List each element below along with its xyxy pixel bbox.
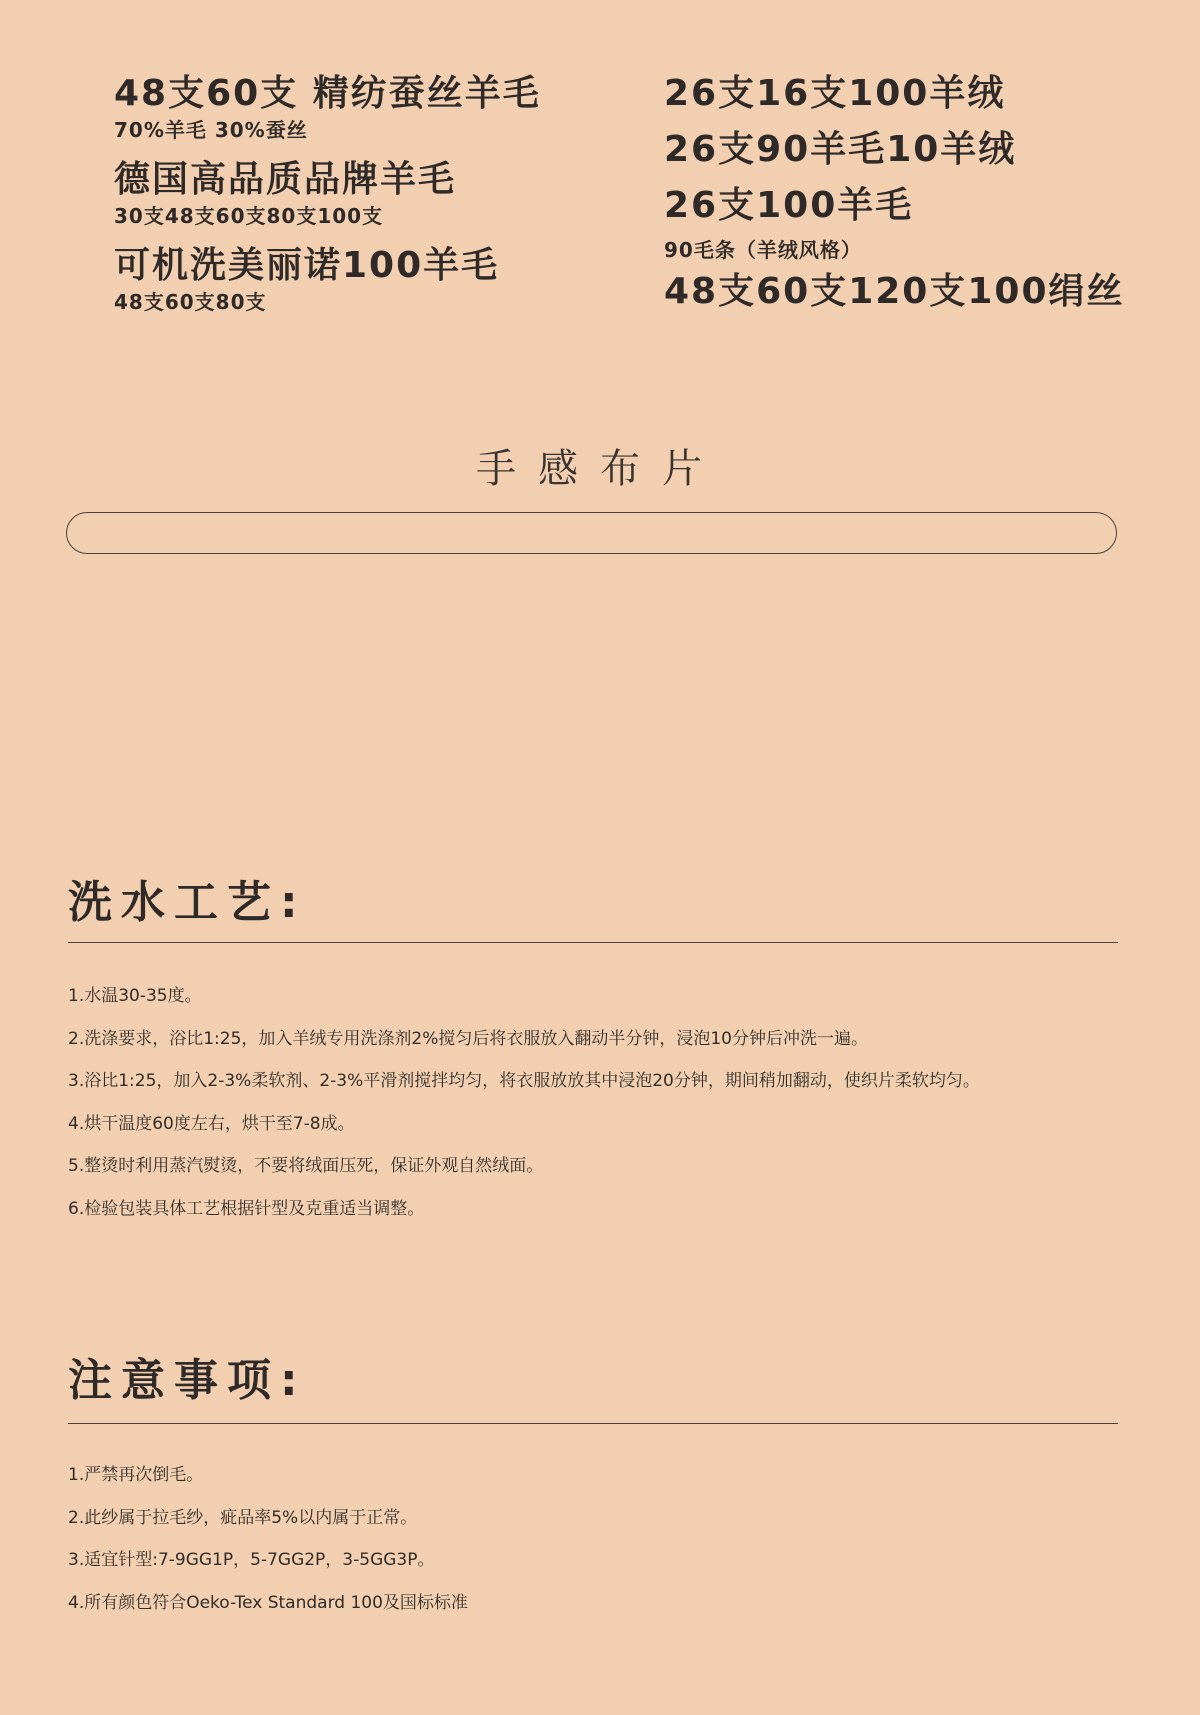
product-title: 48支60支 精纺蚕丝羊毛 <box>114 73 541 114</box>
product-title: 26支16支100羊绒 <box>664 73 1006 114</box>
note-item: 4.所有颜色符合Oeko-Tex Standard 100及国标标准 <box>68 1592 468 1613</box>
product-column-right <box>664 72 1164 326</box>
product-title: 26支100羊毛 <box>664 185 914 226</box>
washing-step: 2.洗涤要求，浴比1:25，加入羊绒专用洗涤剂2%搅匀后将衣服放入翻动半分钟，浸泡10分钟后冲洗一遍。 <box>68 1028 868 1049</box>
washing-step: 1.水温30-35度。 <box>68 986 202 1006</box>
product-column-left <box>114 72 634 330</box>
note-item: 3.适宜针型:7-9GG1P，5-7GG2P，3-5GG3P。 <box>68 1550 435 1570</box>
notes-divider <box>68 1423 1118 1424</box>
product-subtitle: 90毛条（羊绒风格） <box>664 238 862 262</box>
washing-step: 3.浴比1:25，加入2-3%柔软剂、2-3%平滑剂搅拌均匀，将衣服放放其中浸泡20分钟，期间稍加翻动，使织片柔软均匀。 <box>68 1071 980 1091</box>
swatch-title: 手感布片 <box>476 446 724 492</box>
washing-step: 5.整烫时利用蒸汽熨烫，不要将绒面压死，保证外观自然绒面。 <box>68 1156 544 1176</box>
product-list <box>0 0 1200 360</box>
product-title: 可机洗美丽诺100羊毛 <box>114 245 500 286</box>
washing-title: 洗水工艺: <box>68 877 307 928</box>
notes-list <box>68 1454 1148 1624</box>
product-title: 48支60支120支100绢丝 <box>664 271 1125 312</box>
washing-step: 4.烘干温度60度左右，烘干至7-8成。 <box>68 1113 355 1134</box>
product-subtitle: 48支60支80支 <box>114 290 267 314</box>
product-title: 26支90羊毛10羊绒 <box>664 129 1017 170</box>
washing-step: 6.检验包装具体工艺根据针型及克重适当调整。 <box>68 1198 425 1219</box>
product-title: 德国高品质品牌羊毛 <box>114 159 457 200</box>
note-item: 1.严禁再次倒毛。 <box>68 1465 204 1485</box>
product-subtitle: 70%羊毛 30%蚕丝 <box>114 118 308 142</box>
note-item: 2.此纱属于拉毛纱，疵品率5%以内属于正常。 <box>68 1507 418 1528</box>
notes-title: 注意事项: <box>68 1355 307 1406</box>
washing-steps <box>68 975 1148 1230</box>
washing-divider <box>68 942 1118 943</box>
swatch-frame <box>66 512 1117 554</box>
product-subtitle: 30支48支60支80支100支 <box>114 204 384 228</box>
